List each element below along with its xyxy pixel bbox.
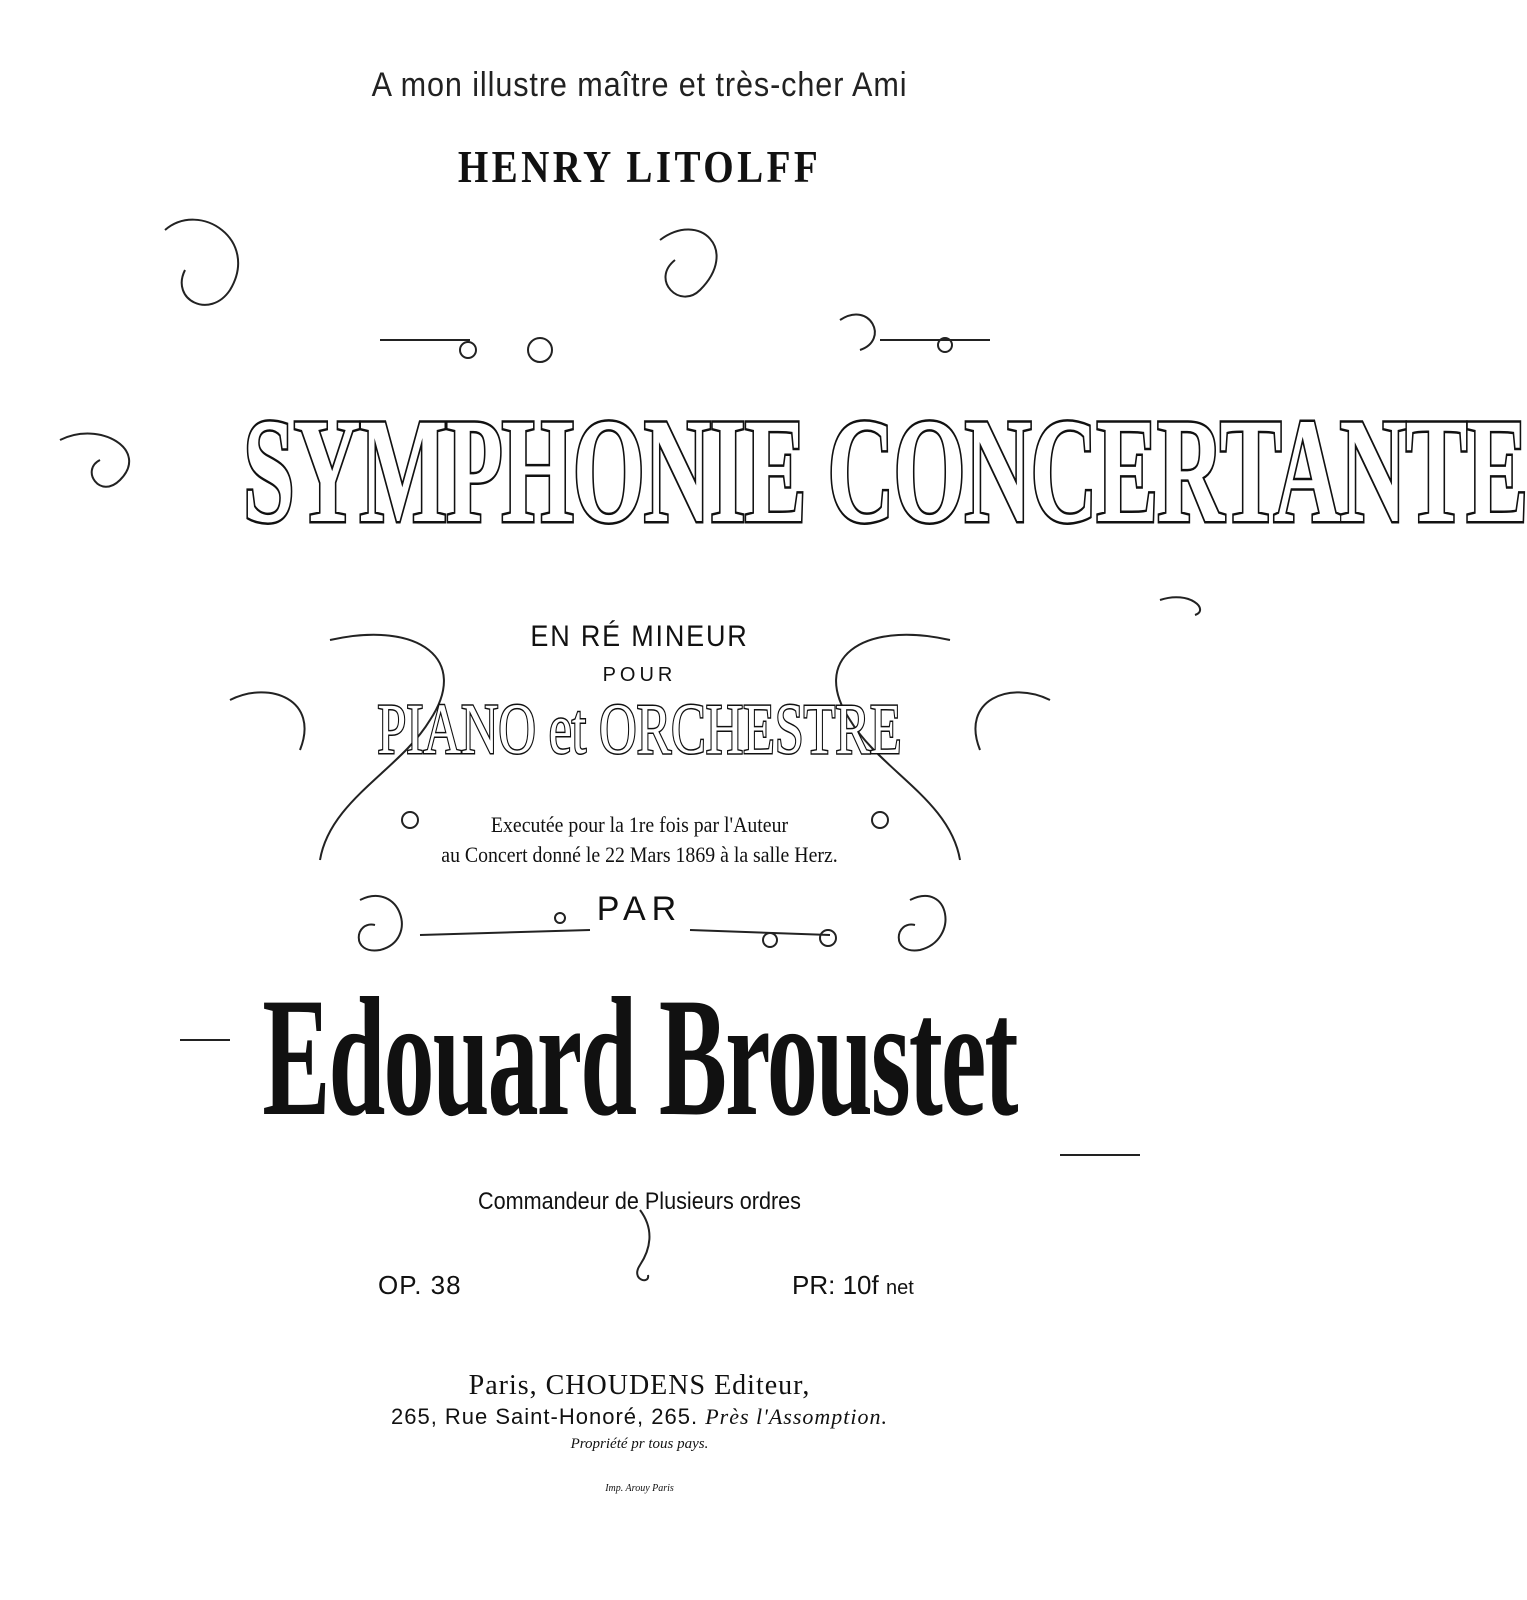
- swirl-top-center: [660, 230, 717, 297]
- swirl-top-left: [165, 220, 238, 305]
- orn-dot: [460, 342, 476, 358]
- price: [792, 1270, 914, 1301]
- premiere-note-line1: Executée pour la 1re fois par l'Auteur: [490, 812, 789, 837]
- printer-imprint: Imp. Arouy Paris: [605, 1483, 674, 1494]
- key-signature: EN RÉ MINEUR: [530, 620, 749, 653]
- publisher: Paris, CHOUDENS Editeur,: [468, 1370, 811, 1401]
- address-street: 265, Rue Saint-Honoré, 265.: [390, 1404, 699, 1429]
- orn-dot: [820, 930, 836, 946]
- rule-lower-left: [420, 930, 590, 935]
- dedicatee-name: HENRY LITOLFF: [457, 141, 822, 192]
- dedication: A mon illustre maître et très-cher Ami: [371, 66, 908, 104]
- swirl-right: [1160, 597, 1200, 615]
- par-label: PAR: [596, 890, 683, 928]
- price-value: PR: 10f: [792, 1270, 879, 1300]
- premiere-note-line2: au Concert donné le 22 Mars 1869 à la salle Herz.: [441, 842, 838, 867]
- work-title: SYMPHONIE CONCERTANTE: [243, 388, 1527, 554]
- composer-honours: Commandeur de Plusieurs ordres: [478, 1188, 801, 1215]
- price-suffix: net: [885, 1277, 914, 1299]
- address-note: Près l'Assomption.: [705, 1404, 889, 1429]
- orn-dot: [763, 933, 777, 947]
- orn-dot: [528, 338, 552, 362]
- pour-label: POUR: [602, 664, 677, 686]
- rule-lower-right: [690, 930, 830, 935]
- publisher-address: [0, 1404, 1279, 1430]
- swirl-left: [60, 434, 129, 487]
- opus-number: OP. 38: [378, 1270, 462, 1300]
- swirl-top-right: [840, 314, 875, 350]
- composer-name: Edouard Broustet: [262, 963, 1017, 1151]
- instrumentation: PIANO et ORCHESTRE: [377, 689, 902, 769]
- rights-notice: Propriété pr tous pays.: [570, 1436, 709, 1452]
- tail-flourish: [637, 1210, 649, 1280]
